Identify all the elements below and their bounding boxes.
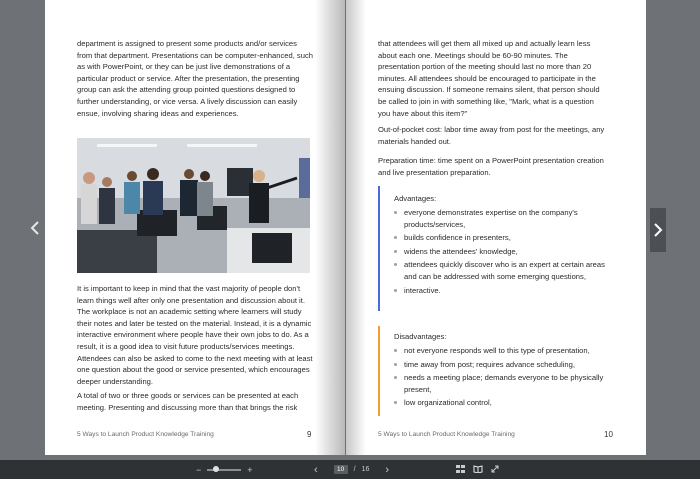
advantages-heading: Advantages: bbox=[394, 194, 437, 203]
disadvantages-list bbox=[394, 345, 606, 409]
list-item: widens the attendees' knowledge, bbox=[394, 246, 606, 258]
fullscreen-icon[interactable] bbox=[491, 465, 499, 475]
bottom-toolbar bbox=[0, 460, 700, 479]
next-spread-button[interactable] bbox=[650, 208, 666, 252]
page-right bbox=[346, 0, 646, 455]
left-paragraph-1: department is assigned to present some products and/or services from that department. Presentations can be computer-enhanced, such as with PowerPoint, or they can be just live demonstrations of a particular product or service. After the presentation, the presenting group can ask the attending group pointed questions designed to further understanding, or vice versa. A lively discussion can easily ensue, involving sharing ideas and experiences. bbox=[77, 39, 313, 118]
zoom-in-button[interactable]: + bbox=[247, 464, 253, 475]
right-paragraph-3: Preparation time: time spent on a PowerPoint presentation creation and live presentation preparation. bbox=[378, 156, 604, 177]
footer-title: 5 Ways to Launch Product Knowledge Training bbox=[77, 431, 214, 438]
page-number: 10 bbox=[604, 430, 613, 439]
footer-title: 5 Ways to Launch Product Knowledge Training bbox=[378, 431, 515, 438]
fullscreen-glyph bbox=[491, 465, 499, 473]
chevron-left-icon bbox=[30, 220, 40, 236]
zoom-control bbox=[196, 460, 253, 479]
list-item: low organizational control, bbox=[394, 397, 606, 409]
view-controls bbox=[456, 460, 499, 479]
meeting-photo-illustration bbox=[77, 138, 310, 273]
previous-spread-button[interactable] bbox=[26, 206, 44, 250]
left-paragraph-3: A total of two or three goods or services can be presented at each meeting. Presenting and discussing more than that brings the risk bbox=[77, 391, 299, 412]
previous-page-button[interactable]: ‹ bbox=[314, 463, 318, 476]
grid-view-glyph bbox=[456, 465, 465, 473]
disadvantages-box bbox=[378, 326, 606, 416]
zoom-slider-handle[interactable] bbox=[213, 466, 219, 472]
list-item: everyone demonstrates expertise on the company's products/services, bbox=[394, 207, 606, 230]
next-page-button[interactable]: › bbox=[385, 463, 390, 476]
list-item: time away from post; requires advance scheduling, bbox=[394, 359, 606, 371]
right-paragraph-1: that attendees will get them all mixed up and actually learn less about each one. Meetings should be 60-90 minutes. The presentation portion of the meeting should last no more than 20 minutes. All attendees should be encouraged to participate in the ensuing discussion. If someone remains silent, that person should be called to join in with something like, "Mark, what is a question you have about this item?" bbox=[378, 39, 600, 118]
left-paragraph-2: It is important to keep in mind that the vast majority of people don't learn things well after only one presentation and discussion about it. The workplace is not an academic setting where learners will study their notes and later be tested on the material. Instead, it is a dynamic interactive environment where people have their own jobs to do. As a result, it is a good idea to visit future products/services meetings. Attendees can also be asked to come to the next meeting with at least one question about the good or service presented, which encourages deeper understanding. bbox=[77, 284, 313, 386]
disadvantages-heading: Disadvantages: bbox=[394, 332, 447, 341]
page-navigation bbox=[314, 460, 389, 479]
zoom-slider[interactable] bbox=[207, 469, 241, 471]
total-pages: 16 bbox=[361, 466, 370, 473]
list-item: needs a meeting place; demands everyone to be physically present, bbox=[394, 372, 606, 395]
gutter-shadow bbox=[315, 0, 345, 455]
chevron-right-icon bbox=[653, 222, 663, 238]
gutter-shadow bbox=[346, 0, 366, 455]
page-number: 9 bbox=[307, 430, 312, 439]
list-item: interactive. bbox=[394, 285, 606, 297]
right-paragraph-2: Out-of-pocket cost: labor time away from post for the meetings, any materials handed out. bbox=[378, 125, 605, 146]
list-item: not everyone responds well to this type of presentation, bbox=[394, 345, 606, 357]
zoom-out-button[interactable]: − bbox=[196, 464, 202, 475]
meeting-photo bbox=[77, 138, 310, 273]
page-left bbox=[45, 0, 345, 455]
book-view-glyph bbox=[473, 465, 483, 473]
grid-view-icon[interactable] bbox=[456, 465, 465, 475]
list-item: attendees quickly discover who is an expert at certain areas and can be addressed with some emerging questions, bbox=[394, 259, 606, 282]
current-page-input[interactable]: 10 bbox=[334, 465, 348, 474]
advantages-box bbox=[378, 186, 606, 311]
book-view-icon[interactable] bbox=[473, 465, 483, 475]
list-item: builds confidence in presenters, bbox=[394, 232, 606, 244]
advantages-list bbox=[394, 207, 606, 296]
page-separator: / bbox=[353, 466, 356, 473]
